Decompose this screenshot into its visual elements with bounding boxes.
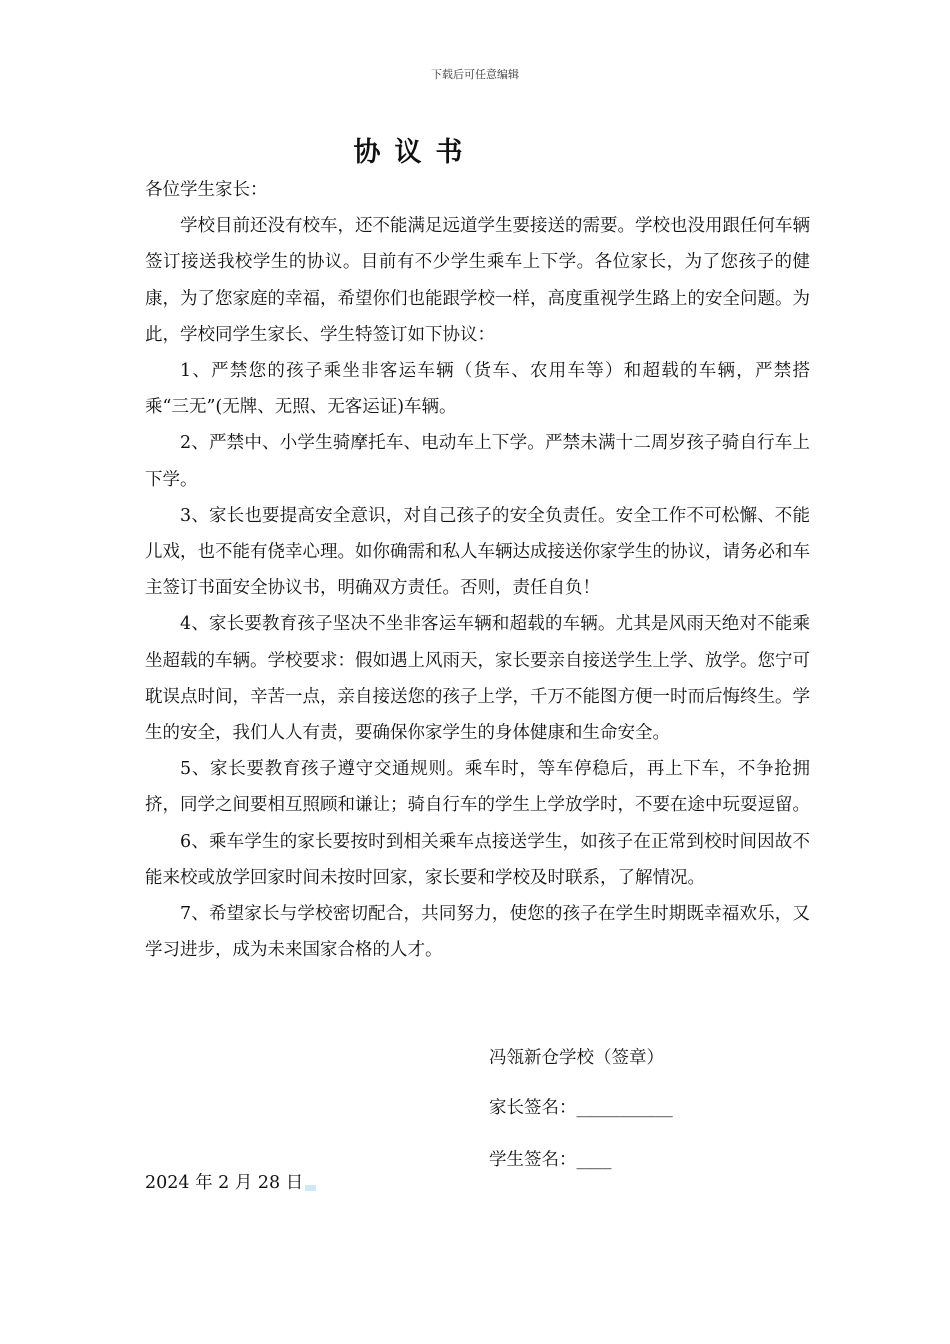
- school-signature: 冯瓴新仓学校（签章）: [489, 1048, 664, 1068]
- document-body: [145, 172, 810, 968]
- header-note: 下载后可任意编辑: [431, 68, 519, 81]
- text-cursor-marker: [305, 1185, 316, 1191]
- date-line: [145, 1169, 316, 1194]
- paragraph-item-7: 7、希望家长与学校密切配合，共同努力，使您的孩子在学生时期既幸福欢乐，又学习进步，成为未来国家合格的人才。: [145, 904, 810, 961]
- parent-signature-line: 家长签名：___________: [489, 1098, 673, 1118]
- paragraph-item-2: 2、严禁中、小学生骑摩托车、电动车上下学。严禁未满十二周岁孩子骑自行车上下学。: [145, 433, 810, 490]
- paragraph-item-1: 1、严禁您的孩子乘坐非客运车辆（货车、农用车等）和超载的车辆，严禁搭乘“三无”(无牌、无照、无客运证)车辆。: [145, 361, 810, 418]
- date-text: 2024 年 2 月 28 日: [145, 1173, 304, 1193]
- student-signature-line: 学生签名：____: [489, 1150, 612, 1170]
- paragraph-item-4: 4、家长要教育孩子坚决不坐非客运车辆和超载的车辆。尤其是风雨天绝对不能乘坐超载的车辆。学校要求：假如遇上风雨天，家长要亲自接送学生上学、放学。您宁可耽误点时间，辛苦一点，亲自接送您的孩子上学，千万不能图方便一时而后悔终生。学生的安全，我们人人有责，要确保你家学生的身体健康和生命安全。: [145, 614, 810, 744]
- paragraph-intro: 学校目前还没有校车，还不能满足远道学生要接送的需要。学校也没用跟任何车辆签订接送我校学生的协议。目前有不少学生乘车上下学。各位家长，为了您孩子的健康，为了您家庭的幸福，希望你们也能跟学校一样，高度重视学生路上的安全问题。为此，学校同学生家长、学生特签订如下协议：: [145, 216, 810, 345]
- paragraph-item-6: 6、乘车学生的家长要按时到相关乘车点接送学生，如孩子在正常到校时间因故不能来校或放学回家时间未按时回家，家长要和学校及时联系，了解情况。: [145, 831, 810, 888]
- salutation: 各位学生家长：: [145, 180, 268, 200]
- paragraph-item-3: 3、家长也要提高安全意识，对自己孩子的安全负责任。安全工作不可松懈、不能儿戏，也不能有侥幸心理。如你确需和私人车辆达成接送你家学生的协议，请务必和车主签订书面安全协议书，明确双方责任。否则，责任自负！: [145, 505, 810, 599]
- document-title: 协议书: [353, 137, 477, 168]
- paragraph-item-5: 5、家长要教育孩子遵守交通规则。乘车时，等车停稳后，再上下车，不争抢拥挤，同学之间要相互照顾和谦让；骑自行车的学生上学放学时，不要在途中玩耍逗留。: [145, 759, 810, 816]
